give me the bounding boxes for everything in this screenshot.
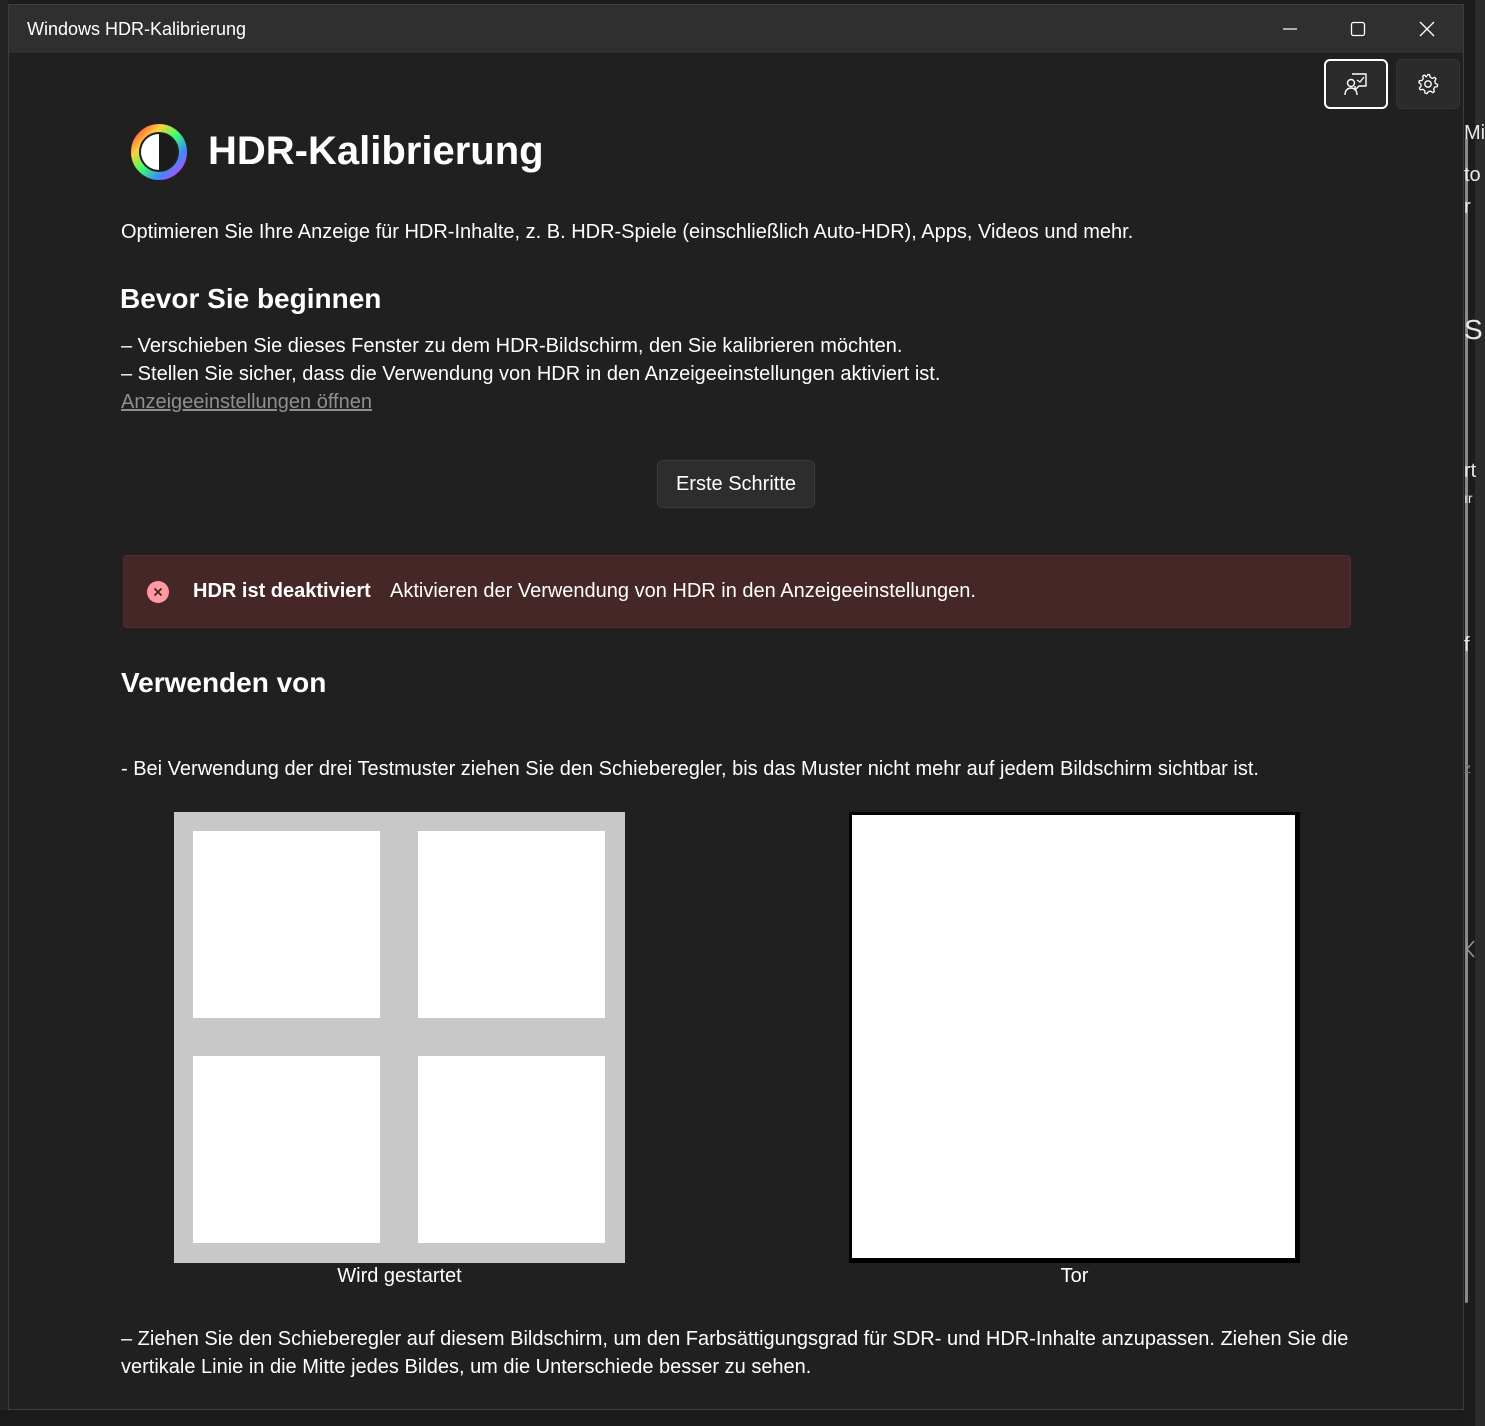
chevron-left-icon: [1466, 940, 1475, 958]
background-text-fragment: Mi: [1464, 122, 1485, 144]
minimize-button[interactable]: [1256, 5, 1324, 53]
minimize-icon: [1282, 21, 1298, 37]
hdr-calibration-window: [8, 4, 1464, 1410]
before-step-2: – Stellen Sie sicher, dass die Verwendung von HDR in den Anzeigeeinstellungen aktiviert ist.: [121, 363, 941, 385]
usage-heading: Verwenden von: [121, 667, 327, 698]
pattern-quadrant: [418, 831, 605, 1018]
feedback-button[interactable]: [1324, 59, 1388, 109]
usage-instruction: - Bei Verwendung der drei Testmuster ziehen Sie den Schieberegler, bis das Muster nicht mehr auf jedem Bildschirm sichtbar ist.: [121, 758, 1259, 780]
target-pattern-fill: [852, 815, 1295, 1258]
get-started-button[interactable]: Erste Schritte: [657, 460, 815, 508]
saturation-instruction: – Ziehen Sie den Schieberegler auf diesem Bildschirm, um den Farbsättigungsgrad für SDR- und HDR-Inhalte anzupassen. Ziehen Sie die vertikale Linie in die Mitte jedes Bildes, um die Unterschiede besser zu sehen.: [121, 1328, 1349, 1378]
background-window-edge: [1464, 0, 1485, 1426]
pattern-quadrant: [193, 1056, 380, 1243]
background-scrollbar: [1465, 138, 1468, 1303]
page-title: HDR-Kalibrierung: [208, 129, 544, 173]
pattern-quadrant: [418, 1056, 605, 1243]
starting-pattern-caption: Wird gestartet: [337, 1265, 462, 1287]
open-display-settings-link[interactable]: Anzeigeeinstellungen öffnen: [121, 391, 372, 413]
error-icon: [147, 581, 169, 603]
background-text-fragment: to: [1464, 164, 1481, 186]
background-text-fragment: rt: [1464, 460, 1477, 482]
title-bar[interactable]: [9, 5, 1463, 53]
gear-icon: [1416, 72, 1440, 96]
background-left: [0, 0, 8, 1426]
background-text-fragment: S: [1464, 314, 1483, 345]
alert-message: Aktivieren der Verwendung von HDR in den Anzeigeeinstellungen.: [390, 580, 976, 602]
pattern-quadrant: [193, 831, 380, 1018]
before-heading: Bevor Sie beginnen: [120, 283, 382, 314]
hdr-calibration-logo-icon: [131, 124, 187, 180]
background-bottom: [0, 1410, 1475, 1426]
close-button[interactable]: [1393, 5, 1461, 53]
window-title: Windows HDR-Kalibrierung: [27, 19, 247, 39]
maximize-button[interactable]: [1324, 5, 1392, 53]
background-text-fragment: ır: [1464, 490, 1473, 506]
intro-text: Optimieren Sie Ihre Anzeige für HDR-Inhalte, z. B. HDR-Spiele (einschließlich Auto-HDR), Apps, Videos und mehr.: [121, 221, 1134, 243]
alert-title: HDR ist deaktiviert: [193, 580, 371, 602]
background-text-fragment: z: [1464, 760, 1471, 776]
background-text-fragment: r: [1464, 196, 1471, 218]
background-text-fragment: f: [1464, 634, 1470, 656]
target-test-pattern: [849, 812, 1300, 1263]
hdr-disabled-alert: [123, 555, 1351, 628]
target-pattern-caption: Tor: [1060, 1265, 1089, 1287]
starting-test-pattern: [174, 812, 625, 1263]
settings-button[interactable]: [1396, 59, 1460, 109]
maximize-icon: [1350, 21, 1366, 37]
before-step-1: – Verschieben Sie dieses Fenster zu dem HDR-Bildschirm, den Sie kalibrieren möchten.: [121, 335, 903, 357]
feedback-icon: [1343, 71, 1369, 97]
close-icon: [1419, 21, 1435, 37]
